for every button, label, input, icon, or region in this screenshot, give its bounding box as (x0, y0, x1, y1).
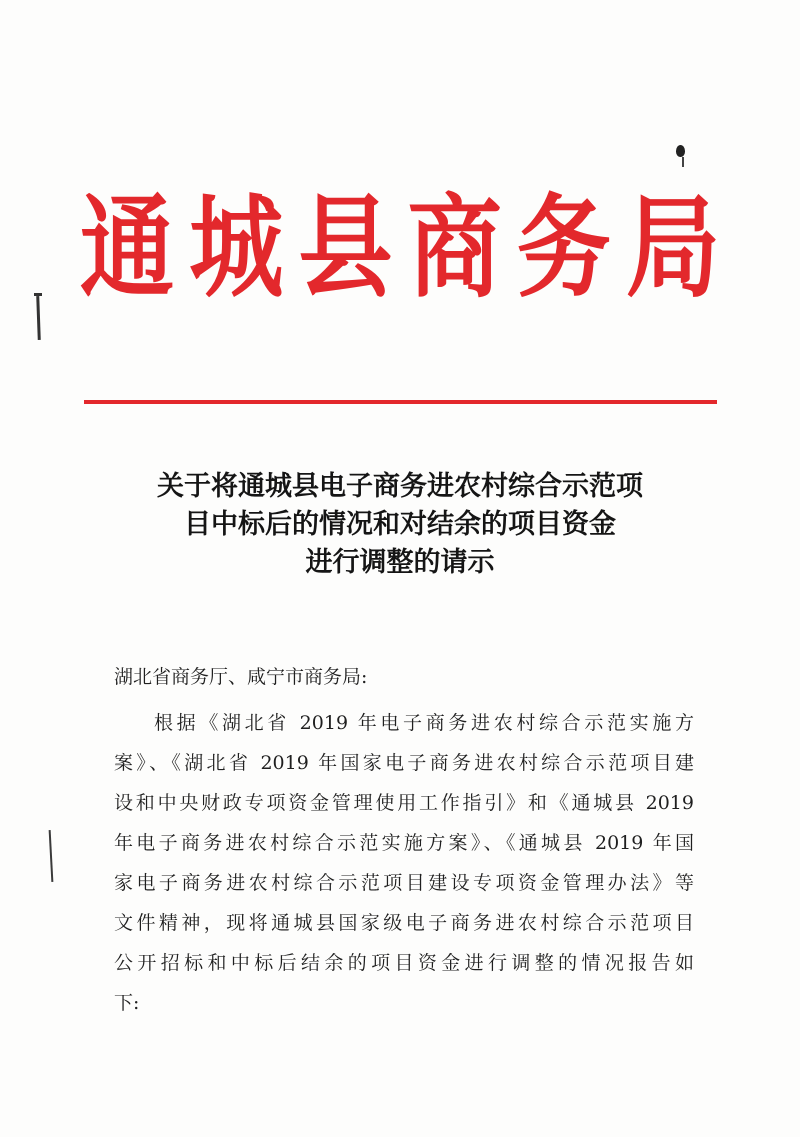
document-title (80, 468, 720, 582)
body-line-3: 设和中央财政专项资金管理使用工作指引》和《通城县 2019 (114, 792, 694, 814)
title-line-1: 关于将通城县电子商务进农村综合示范项 (157, 471, 643, 502)
body-line-5: 家电子商务进农村综合示范项目建设专项资金管理办法》等 (114, 872, 694, 894)
recipient-line: 湖北省商务厅、咸宁市商务局: (114, 666, 368, 688)
title-line-2: 目中标后的情况和对结余的项目资金 (184, 509, 616, 540)
scan-speck-tail (682, 157, 684, 167)
binding-mark-upper (36, 296, 41, 340)
masthead-char-6: 局 (625, 183, 720, 313)
masthead-char-1: 通 (80, 183, 175, 313)
body-line-8: 下: (114, 992, 140, 1014)
body-line-7: 公开招标和中标后结余的项目资金进行调整的情况报告如 (114, 952, 694, 974)
binding-mark-lower (49, 830, 54, 882)
masthead (80, 178, 720, 318)
body-line-2: 案》、《湖北省 2019 年国家电子商务进农村综合示范项目建 (114, 752, 694, 774)
masthead-char-4: 商 (407, 183, 502, 313)
title-line-3: 进行调整的请示 (305, 547, 495, 578)
masthead-char-2: 城 (189, 183, 284, 313)
masthead-divider (84, 400, 717, 404)
body-line-6: 文件精神，现将通城县国家级电子商务进农村综合示范项目 (114, 912, 694, 934)
scan-speck (676, 145, 685, 157)
masthead-char-5: 务 (516, 183, 611, 313)
masthead-char-3: 县 (298, 183, 393, 313)
body-line-4: 年电子商务进农村综合示范实施方案》、《通城县 2019 年国 (114, 832, 694, 854)
body-line-1: 根据《湖北省 2019 年电子商务进农村综合示范实施方 (154, 712, 694, 734)
body-paragraph (114, 703, 694, 1023)
